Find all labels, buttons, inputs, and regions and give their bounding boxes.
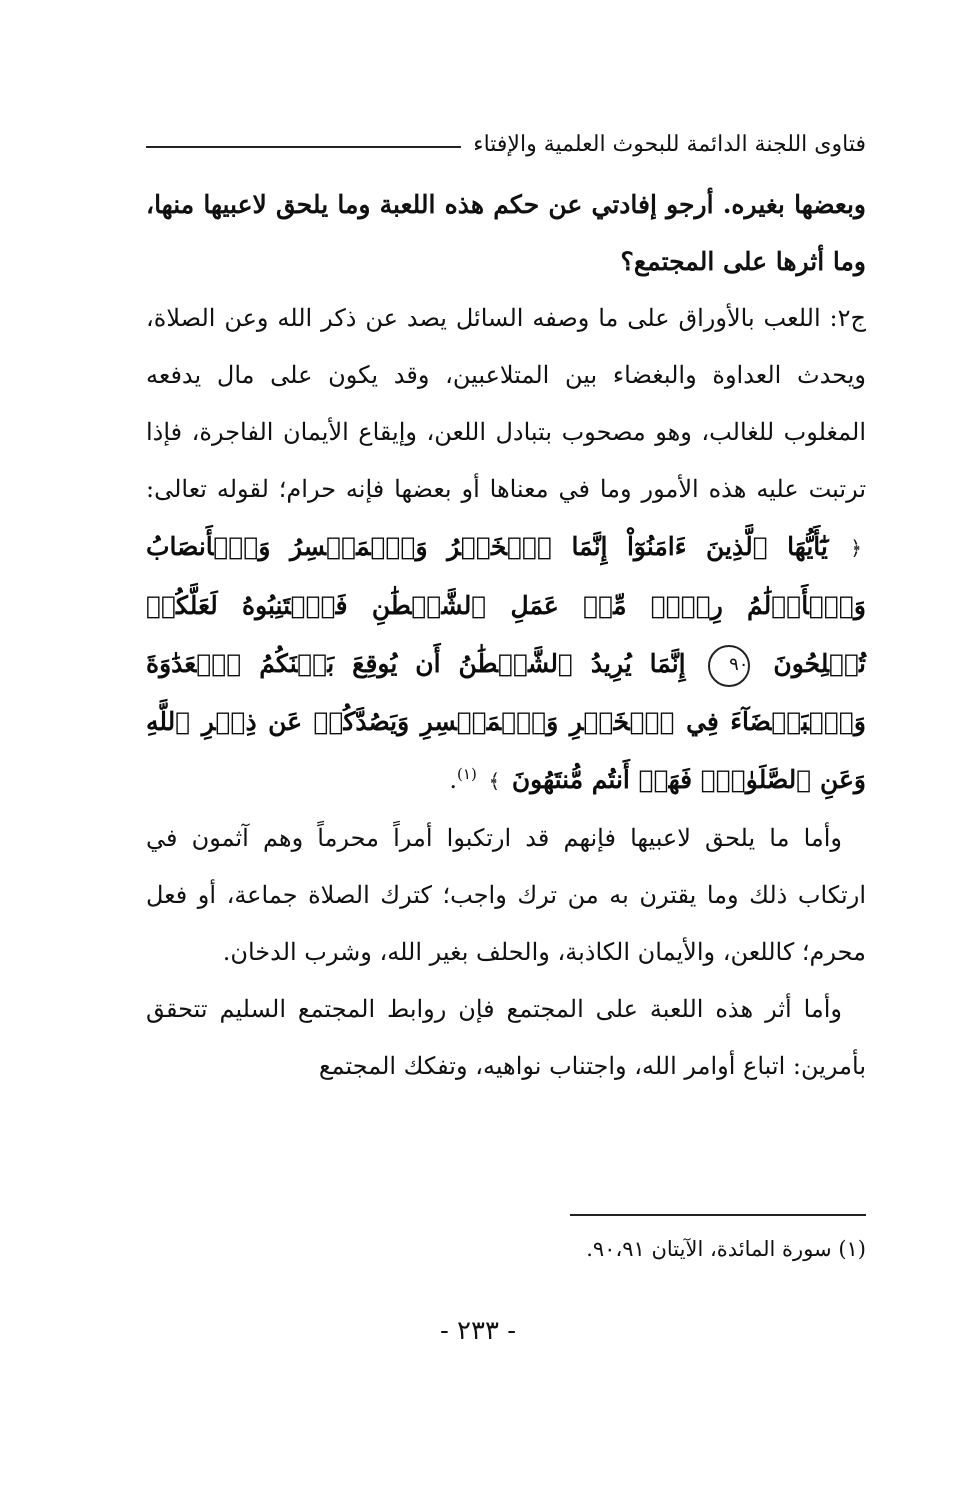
running-header bbox=[146, 122, 866, 166]
footnote-text: (١) سورة المائدة، الآيتان ٩٠،٩١. bbox=[586, 1237, 866, 1261]
quran-verse-91: إِنَّمَا يُرِيدُ ٱلشَّيۡطَٰنُ أَن يُوقِعَ بَيۡنَكُمُ ٱلۡعَدَٰوَةَ وَٱلۡبَغۡضَآءَ فِي ٱلۡخَمۡرِ وَٱلۡمَيۡسِرِ وَيَصُدَّكُمۡ عَن ذِكۡرِ ٱللَّهِ وَعَنِ ٱلصَّلَوٰةِۖ فَهَلۡ أَنتُم مُّنتَهُونَ bbox=[146, 649, 866, 794]
question-text: وبعضها بغيره. أرجو إفادتي عن حكم هذه اللعبة وما يلحق لاعبيها منها، وما أثرها على المجتمع؟ bbox=[146, 190, 866, 276]
footnote-reference: (١) bbox=[457, 765, 477, 783]
paragraph-society: وأما أثر هذه اللعبة على المجتمع فإن روابط المجتمع السليم تتحقق بأمرين: اتباع أوامر الله، واجتناب نواهيه، وتفكك المجتمع bbox=[146, 995, 866, 1080]
answer-intro: ج٢: اللعب بالأوراق على ما وصفه السائل يصد عن ذكر الله وعن الصلاة، ويحدث العداوة والبغضاء بين المتلاعبين، وقد يكون على مال يدفعه المغلوب للغالب، وهو مصحوب بتبادل اللعن، وإيقاع الأيمان الفاجرة، فإذا ترتبت عليه هذه الأمور وما في معناها أو بعضها فإنه حرام؛ لقوله تعالى: bbox=[146, 304, 866, 503]
paragraph-players: وأما ما يلحق لاعبيها فإنهم قد ارتكبوا أمراً محرماً وهم آثمون في ارتكاب ذلك وما يقترن به من ترك واجب؛ كترك الصلاة جماعة، أو فعل محرم؛ كاللعن، والأيمان الكاذبة، والحلف بغير الله، وشرب الدخان. bbox=[146, 824, 866, 966]
verse-open-bracket: ﴿ bbox=[850, 536, 862, 560]
verse-close-bracket: ﴾ bbox=[488, 769, 501, 793]
header-title: فتاوى اللجنة الدائمة للبحوث العلمية والإفتاء bbox=[473, 131, 866, 157]
ayah-number-marker: ٩٠ bbox=[708, 645, 750, 687]
main-text bbox=[146, 176, 866, 1095]
footnote-separator bbox=[570, 1214, 866, 1216]
quran-verse-90: يَٰٓأَيُّهَا ٱلَّذِينَ ءَامَنُوٓاْ إِنَّمَا ٱلۡخَمۡرُ وَٱلۡمَيۡسِرُ وَٱلۡأَنصَابُ وَٱلۡأَزۡلَٰمُ رِجۡسٞ مِّنۡ عَمَلِ ٱلشَّيۡطَٰنِ فَٱجۡتَنِبُوهُ لَعَلَّكُمۡ تُفۡلِحُونَ bbox=[146, 532, 866, 678]
page-number: - ٢٣٣ - bbox=[439, 1316, 517, 1346]
header-rule bbox=[146, 146, 461, 148]
verse-end-period: . bbox=[449, 766, 458, 794]
answer-paragraph bbox=[146, 290, 866, 810]
